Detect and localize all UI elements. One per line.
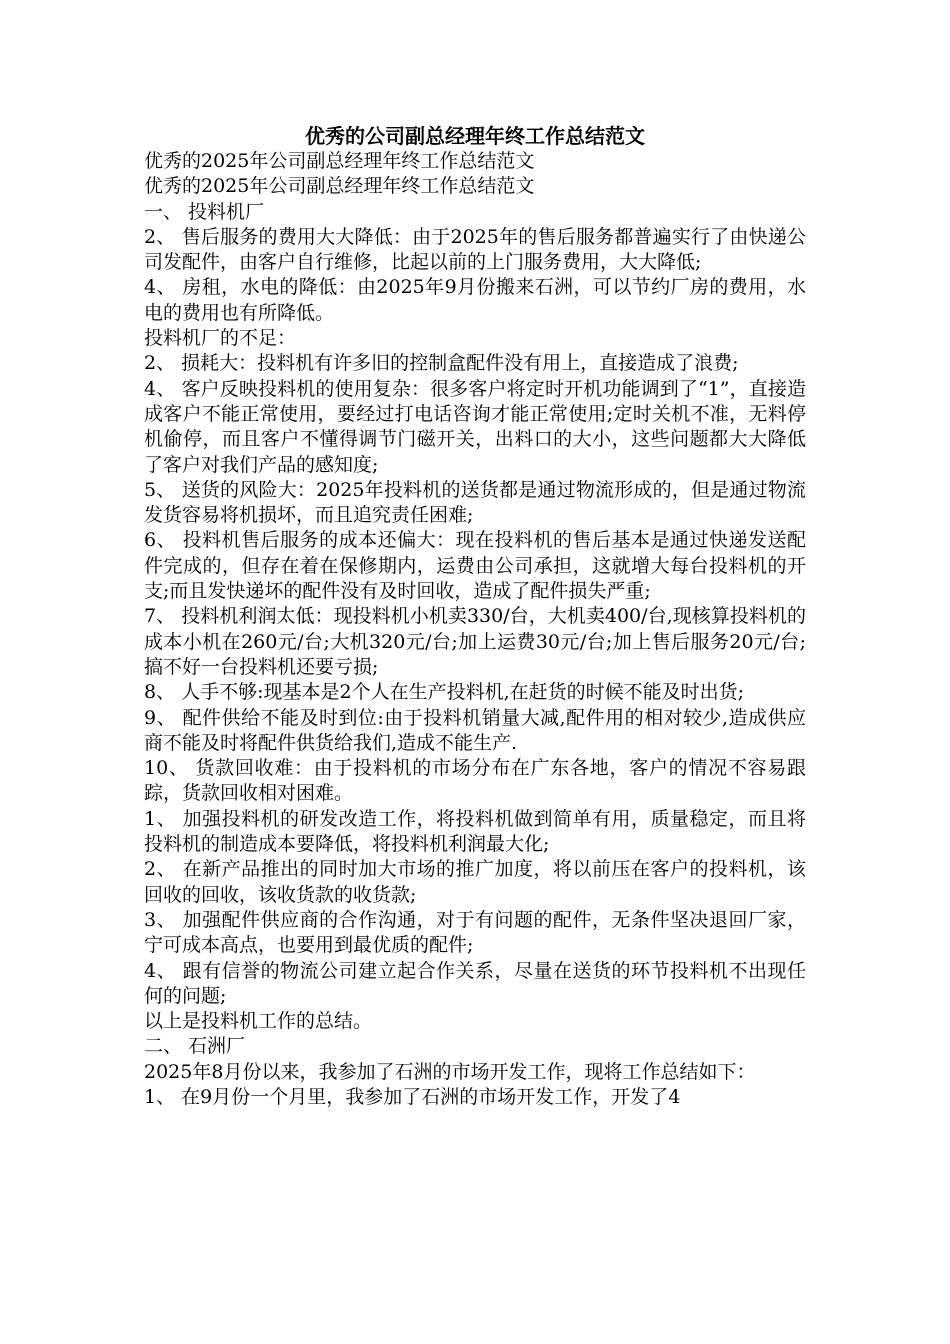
paragraph: 2、 售后服务的费用大大降低：由于2025年的售后服务都普遍实行了由快递公司发配件，由客户自行维修，比起以前的上门服务费用，大大降低; [144, 225, 806, 274]
paragraph: 4、 房租，水电的降低：由2025年9月份搬来石洲，可以节约厂房的费用，水电的费用也有所降低。 [144, 276, 806, 324]
document-title: 优秀的公司副总经理年终工作总结范文 [305, 124, 645, 148]
paragraph: 5、 送货的风险大：2025年投料机的送货都是通过物流形成的，但是通过物流发货容易将机损坏，而且追究责任困难; [144, 478, 806, 527]
paragraph: 9、 配件供给不能及时到位:由于投料机销量大减,配件用的相对较少,造成供应商不能及时将配件供货给我们,造成不能生产. [144, 706, 806, 754]
section-heading: 二、 石洲厂 [144, 1035, 246, 1058]
paragraph: 2、 损耗大：投料机有许多旧的控制盒配件没有用上，直接造成了浪费; [144, 352, 739, 375]
paragraph: 1、 加强投料机的研发改造工作，将投料机做到简单有用，质量稳定，而且将投料机的制造成本要降低，将投料机利润最大化; [144, 807, 806, 856]
paragraph: 4、 客户反映投料机的使用复杂：很多客户将定时开机功能调到了“1”，直接造成客户不能正常使用，要经过打电话咨询才能正常使用;定时关机不准，无料停机偷停，而且客户不懂得调节门磁开关，出料口的大小，这些问题都大大降低了客户对我们产品的感知度; [144, 377, 806, 476]
paragraph: 优秀的2025年公司副总经理年终工作总结范文 [144, 150, 535, 172]
document-body [144, 149, 806, 1110]
paragraph: 以上是投料机工作的总结。 [144, 1010, 373, 1033]
paragraph: 2、 在新产品推出的同时加大市场的推广加度，将以前压在客户的投料机，该回收的回收，该收货款的收货款; [144, 858, 806, 906]
paragraph: 6、 投料机售后服务的成本还偏大：现在投料机的售后基本是通过快递发送配件完成的，但存在着在保修期内，运费由公司承担，这就增大每台投料机的开支;而且发快递坏的配件没有及时回收，造成了配件损失严重; [144, 529, 806, 603]
subsection-heading: 投料机厂的不足： [144, 327, 297, 350]
paragraph: 1、 在9月份一个月里，我参加了石洲的市场开发工作，开发了4 [144, 1085, 681, 1108]
paragraph: 2025年8月份以来，我参加了石洲的市场开发工作，现将工作总结如下： [144, 1060, 756, 1083]
paragraph: 8、 人手不够:现基本是2个人在生产投料机,在赶货的时候不能及时出货; [144, 681, 745, 704]
paragraph: 7、 投料机利润太低：现投料机小机卖330/台，大机卖400/台,现核算投料机的成本小机在260元/台;大机320元/台;加上运费30元/台;加上售后服务20元/台;搞不好一台投料机还要亏损; [144, 605, 806, 678]
section-heading: 一、 投料机厂 [144, 200, 265, 223]
paragraph: 优秀的2025年公司副总经理年终工作总结范文 [144, 175, 535, 198]
paragraph: 3、 加强配件供应商的合作沟通，对于有问题的配件，无条件坚决退回厂家，宁可成本高点，也要用到最优质的配件; [144, 908, 806, 957]
paragraph: 4、 跟有信誉的物流公司建立起合作关系，尽量在送货的环节投料机不出现任何的问题; [144, 959, 806, 1007]
paragraph: 10、 货款回收难：由于投料机的市场分布在广东各地，客户的情况不容易跟踪，货款回收相对困难。 [144, 757, 806, 805]
